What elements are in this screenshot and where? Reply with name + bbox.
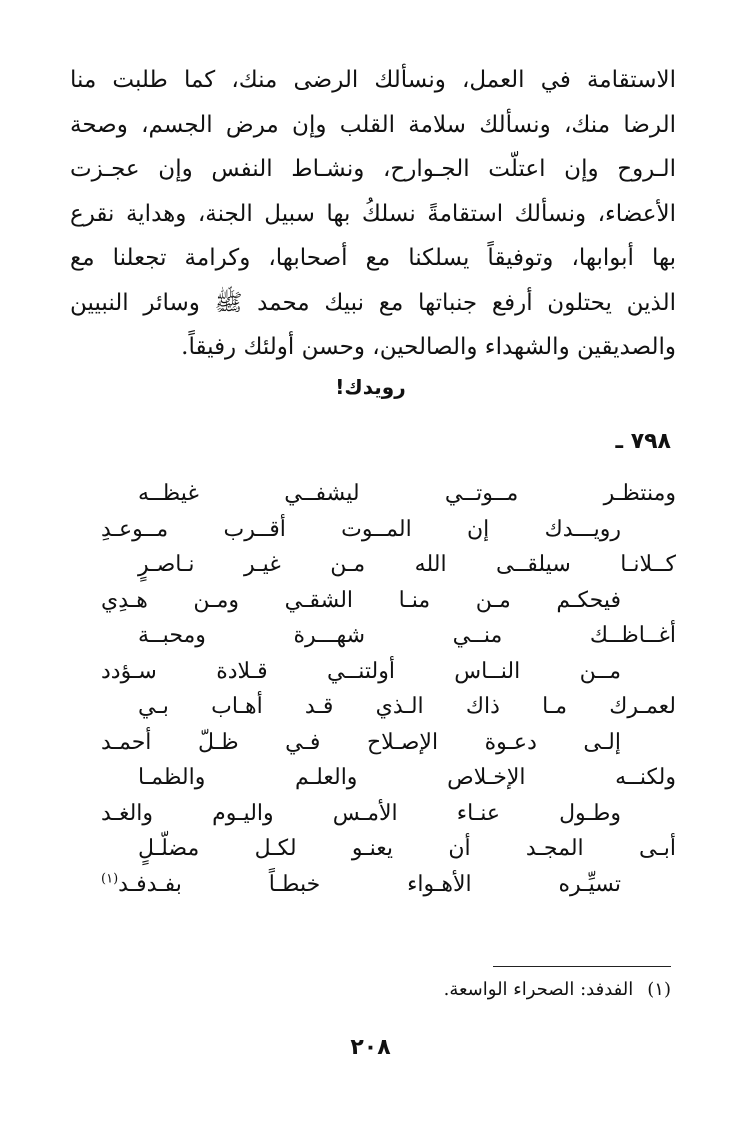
paragraph-line: والصديقين والشهداء والصالحين، وحسن أولئك رفيقاً. bbox=[181, 334, 676, 360]
paragraph-line: الـروح وإن اعتلّت الجـوارح، ونشـاط النفس وإن عجـزت bbox=[70, 156, 676, 182]
entry-number: ٧٩٨ ـ bbox=[615, 429, 671, 454]
poem-verse-first-half: أبـى المجـد أن يعنـو لكـل مضلّـلٍ bbox=[138, 836, 676, 861]
poem-verse-first-half: ولكنــه الإخـلاص والعلـم والظمـا bbox=[138, 765, 676, 790]
footnote-divider bbox=[493, 966, 671, 967]
poem-verse-second-half: وطـول عنـاء الأمـس واليـوم والغـد bbox=[101, 800, 621, 826]
poem bbox=[70, 476, 676, 902]
prose-paragraph bbox=[70, 58, 676, 370]
poem-verse-first-half: لعمـرك مـا ذاك الـذي قـد أهـاب بـي bbox=[138, 694, 676, 719]
page-number: ٢٠٨ bbox=[350, 1035, 391, 1060]
paragraph-line: بها أبوابها، وتوفيقاً يسلكنا مع أصحابها، وكرامة تجعلنا مع bbox=[70, 245, 676, 271]
poem-verse-second-half: مــن النــاس أولتنــي قـلادة سـؤدد bbox=[101, 658, 621, 684]
poem-verse-second-half: رويـــدك إن المــوت أقــرب مــوعـدِ bbox=[101, 516, 621, 542]
section-title: رويدك! bbox=[335, 375, 406, 399]
poem-verse-first-half: أغــاظــك منــي شهـــرة ومحبــة bbox=[138, 623, 676, 648]
poem-verse-first-half: كــلانـا سيلقــى الله مـن غيـر نـاصـرٍ bbox=[138, 552, 676, 577]
footnote-number: (١) bbox=[647, 979, 671, 1000]
paragraph-line: الرضا منك، ونسألك سلامة القلب وإن مرض الجسم، وصحة bbox=[70, 111, 676, 138]
poem-verse-second-half: فيحكـم مـن منـا الشقـي ومـن هـدِي bbox=[101, 587, 621, 613]
paragraph-line: الاستقامة في العمل، ونسألك الرضى منك، كما طلبت منا bbox=[70, 67, 676, 93]
poem-verse-first-half: ومنتظـر مــوتــي ليشفــي غيظــه bbox=[138, 481, 676, 506]
paragraph-line: الذين يحتلون أرفع جنباتها مع نبيك محمد ﷺ وسائر النبيين bbox=[70, 289, 676, 316]
footnote bbox=[444, 974, 671, 1006]
poem-verse-second-half: إلـى دعـوة الإصـلاح فـي ظـلّ أحمـد bbox=[101, 729, 621, 755]
poem-verse-text: تسيِّـره الأهـواء خبطـاً بفـدفـد bbox=[118, 871, 621, 897]
footnote-text: الفدفد: الصحراء الواسعة. bbox=[443, 979, 634, 1000]
footnote-marker: (١) bbox=[101, 871, 119, 887]
paragraph-line: الأعضاء، ونسألك استقامةً نسلكُ بها سبيل الجنة، وهداية نقرع bbox=[70, 200, 676, 227]
poem-verse-second-half bbox=[101, 867, 621, 903]
